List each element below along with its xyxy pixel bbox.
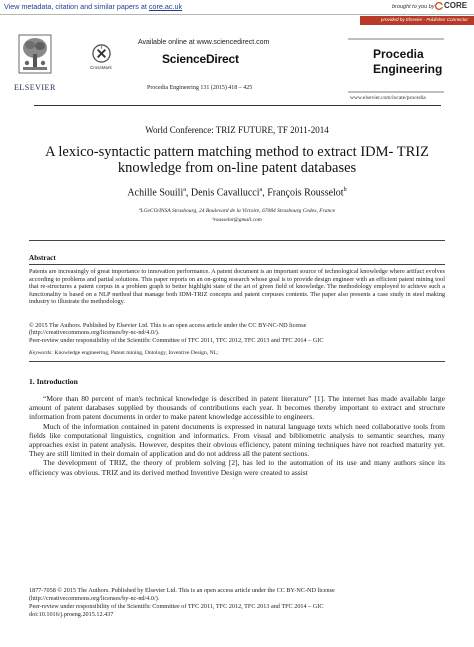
core-link-domain: core.ac.uk bbox=[148, 2, 183, 11]
author-affiliation-mark: a bbox=[183, 187, 186, 193]
conference-name: World Conference: TRIZ FUTURE, TF 2011-2014 bbox=[145, 125, 329, 135]
abstract-copyright bbox=[29, 322, 445, 344]
footer-license-link[interactable]: (http://creativecommons.org/licenses/by-nc-nd/4.0/). bbox=[29, 594, 160, 602]
provided-by-banner bbox=[360, 16, 474, 25]
introduction-body bbox=[29, 394, 445, 477]
paragraph: Much of the information contained in patent documents is expressed in natural language texts which need collaborative tools from fields like computational linguistics, cognition and informatics. From visual and bibliometric analysis to semantic searches, many approaches exist in patent analysis. However, despites their obvious efficiency, patent mining techniques have not reached maturity yet. They are still limited in their domain of application and do not address all the patent sections. bbox=[29, 421, 445, 459]
core-logo-icon bbox=[435, 2, 443, 10]
author-name: Achille Souili bbox=[127, 187, 184, 199]
abstract-bottom-rule bbox=[29, 361, 445, 362]
publisher-name: ELSEVIER bbox=[14, 83, 56, 92]
footer-line: Peer-review under responsibility of the Scientific Committee of TFC 2011, TFC 2012, TFC 2013 and TFC 2014 – GIC bbox=[29, 602, 324, 610]
author-affiliation-mark: a bbox=[259, 187, 263, 193]
page-footer bbox=[29, 587, 445, 619]
keywords bbox=[29, 350, 445, 356]
author-separator: , bbox=[262, 187, 268, 199]
provided-by-label: provided by Elsevier - Publisher Connector bbox=[380, 17, 468, 22]
elsevier-tree-logo bbox=[18, 34, 52, 74]
header-divider bbox=[34, 105, 441, 106]
abstract-text: Patents are increasingly of great importance to innovation performance. A patent document is an important source of technological knowledge where artifact evolves according to problems and partial solutions. This paper reports on an on-going research whose goal is to provide design engineer with an efficient patent mining tool that re-structures a patent corpus in a problem graph to better highlight state of the art of given field of knowledge. The methodology employed to achieve such a functionality is based on a NLP method that manage both IDM-TRIZ concepts and patent corpuses contents. The paper also presents a case study in steel making industry to illustrate the methodology. bbox=[29, 268, 445, 305]
crossmark-icon[interactable] bbox=[92, 44, 111, 63]
author-name: Denis Cavallucci bbox=[190, 187, 260, 199]
available-online: Available online at www.sciencedirect.com bbox=[138, 39, 270, 46]
abstract-top-rule bbox=[29, 240, 445, 241]
author-separator: , bbox=[185, 187, 191, 199]
author-list bbox=[0, 187, 474, 198]
core-top-bar bbox=[0, 0, 474, 15]
footer-line: 1877-7058 © 2015 The Authors. Published by Elsevier Ltd. This is an open access article under the CC BY-NC-ND license bbox=[29, 587, 335, 594]
journal-name-line2: Engineering bbox=[373, 62, 443, 76]
author-name: François Rousselot bbox=[267, 187, 344, 199]
peer-review-line: Peer-review under responsibility of the Scientific Committee of TFC 2011, TFC 2012, TFC 2013 and TFC 2014 – GIC bbox=[29, 336, 324, 344]
doi[interactable]: doi:10.1016/j.proeng.2015.12.437 bbox=[29, 610, 114, 618]
keywords-label: Keywords: bbox=[29, 350, 54, 356]
journal-name bbox=[373, 47, 442, 77]
author-email[interactable]: ᵇrousselot@gmail.com bbox=[212, 217, 262, 223]
abstract-heading: Abstract bbox=[29, 254, 56, 262]
license-link[interactable]: (http://creativecommons.org/licenses/by-nc-nd/4.0/). bbox=[29, 329, 160, 337]
core-link-text: View metadata, citation and similar papers at bbox=[4, 2, 149, 11]
core-metadata-link[interactable] bbox=[4, 2, 182, 11]
author-affiliation: ªLGeCO/INSA Strasbourg, 24 Boulevard de la Victoire, 67084 Strasbourg Cedex, France bbox=[138, 208, 336, 214]
journal-citation: Procedia Engineering 131 (2015) 418 – 425 bbox=[147, 85, 253, 91]
paragraph: The development of TRIZ, the theory of problem solving [2], has led to the automation of its use and many authors since its efficiency was obvious. TRIZ and its derived method Inventive Design were created to assist bbox=[29, 458, 445, 477]
section-heading-introduction: 1. Introduction bbox=[29, 377, 78, 386]
journal-name-line1: Procedia bbox=[373, 47, 424, 61]
sciencedirect-wordmark: ScienceDirect bbox=[162, 52, 239, 66]
keywords-list: Knowledge engineering, Patent mining, Ontology, Inventive Design, NL; bbox=[53, 350, 219, 356]
abstract-heading-rule bbox=[29, 264, 445, 265]
core-logo-text: CORE bbox=[444, 1, 468, 10]
paragraph: “More than 80 percent of man's technical knowledge is described in patent literature” [1]. The internet has made available large amount of patent databases supplied by thousands of contributions each year. It becomes thereby important to extract and structure information from patent documents in order to make patent knowledge accessible to engineers. bbox=[29, 394, 445, 422]
copyright-line: © 2015 The Authors. Published by Elsevier Ltd. This is an open access article under the CC BY-NC-ND license bbox=[29, 322, 307, 329]
author-affiliation-mark: b bbox=[343, 187, 347, 193]
journal-url[interactable]: www.elsevier.com/locate/procedia bbox=[350, 95, 426, 101]
article-title: A lexico-syntactic pattern matching method to extract IDM- TRIZ knowledge from on-line patent databases bbox=[45, 144, 429, 176]
crossmark-label: CrossMark bbox=[90, 65, 112, 70]
brought-by-label: brought to you by bbox=[392, 4, 435, 10]
core-logo[interactable] bbox=[435, 1, 467, 10]
